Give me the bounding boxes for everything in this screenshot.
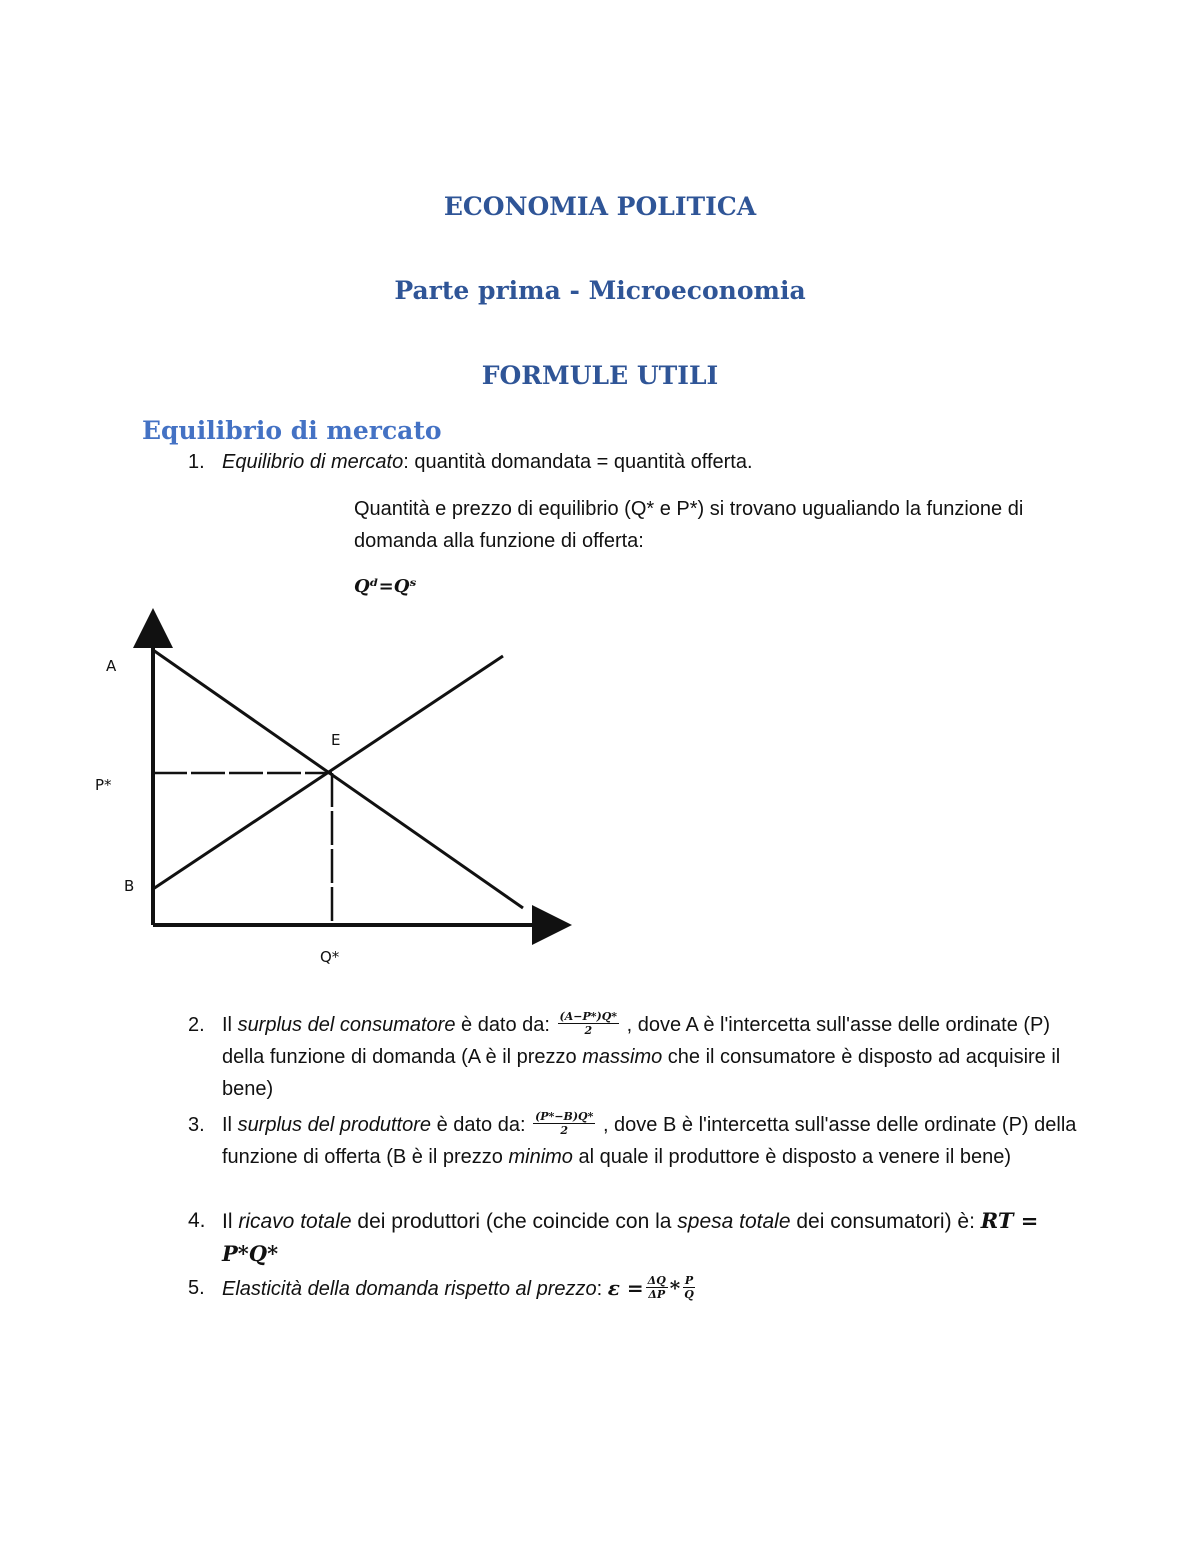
- list-number: 4.: [188, 1209, 206, 1232]
- fraction-numerator: ΔQ: [647, 1274, 666, 1288]
- item-text: dei consumatori) è:: [790, 1210, 981, 1233]
- term: Elasticità della domanda rispetto al prezzo: [222, 1278, 597, 1300]
- formule-heading: FORMULE UTILI: [481, 361, 719, 390]
- list-number: 3.: [188, 1114, 205, 1136]
- equilibrium-formula: Qᵈ=Qˢ: [354, 576, 417, 597]
- term: surplus del consumatore: [237, 1014, 456, 1036]
- item-text: Il: [222, 1114, 238, 1136]
- item-text: : quantità domandata = quantità offerta.: [403, 451, 753, 473]
- label-a: A: [106, 657, 117, 675]
- list-item-4: [188, 1205, 1082, 1271]
- term: Equilibrio di mercato: [222, 451, 404, 473]
- fraction-numerator: P: [684, 1274, 694, 1288]
- item-text: , dove B è l'intercetta sull'asse delle ordinate (P) della funzione di offerta (B è il prezzo: [222, 1114, 1077, 1168]
- consumer-surplus-fraction: [558, 1010, 620, 1037]
- label-p-star: P*: [95, 776, 112, 794]
- item-text: Il: [222, 1210, 239, 1233]
- list-item-2: [188, 1009, 1082, 1105]
- price-quantity-fraction: [682, 1274, 696, 1301]
- item-text: che il consumatore è disposto ad acquisire il bene): [222, 1046, 1061, 1100]
- label-b: B: [124, 877, 135, 895]
- label-e: E: [331, 731, 341, 749]
- item-text: è dato da:: [455, 1014, 556, 1036]
- fraction-denominator: 2: [560, 1124, 569, 1138]
- term: ricavo totale: [238, 1210, 352, 1233]
- term: spesa totale: [677, 1210, 791, 1233]
- list-item-1: [188, 446, 753, 478]
- item-text: è dato da:: [431, 1114, 532, 1136]
- demand-curve: [153, 650, 523, 908]
- section-heading: Equilibrio di mercato: [142, 416, 442, 445]
- fraction-denominator: ΔP: [648, 1288, 666, 1302]
- label-q-star: Q*: [320, 948, 340, 966]
- term: minimo: [508, 1146, 573, 1168]
- supply-demand-graph: [0, 600, 600, 980]
- document-title: ECONOMIA POLITICA: [443, 192, 757, 221]
- item-text: al quale il produttore è disposto a venere il bene): [572, 1146, 1011, 1168]
- list-item-5: [188, 1272, 1082, 1305]
- list-number: 1.: [188, 451, 205, 473]
- term: surplus del produttore: [237, 1114, 432, 1136]
- item-text: Il: [222, 1014, 238, 1036]
- equilibrium-text: Quantità e prezzo di equilibrio (Q* e P*) si trovano ugualiando la funzione di domanda alla funzione di offerta:: [354, 498, 1024, 552]
- producer-surplus-fraction: [533, 1110, 595, 1137]
- item-text: dei produttori (che coincide con la: [351, 1210, 678, 1233]
- delta-fraction: [646, 1274, 668, 1301]
- total-revenue-formula: RT = P*Q*: [222, 1208, 1039, 1266]
- item-text: , dove A è l'intercetta sull'asse delle ordinate (P) della funzione di domanda (A è il prezzo: [222, 1014, 1051, 1068]
- list-item-3: [188, 1109, 1082, 1173]
- list-number: 5.: [188, 1277, 205, 1299]
- fraction-denominator: Q: [684, 1288, 694, 1302]
- list-number: 2.: [188, 1014, 205, 1036]
- term: massimo: [582, 1046, 663, 1068]
- elasticity-symbol: ε =: [607, 1276, 644, 1300]
- item-text: :: [596, 1278, 608, 1300]
- fraction-numerator: (A−P*)Q*: [559, 1010, 618, 1024]
- multiply-sign: *: [669, 1276, 681, 1300]
- fraction-denominator: 2: [584, 1024, 593, 1038]
- fraction-numerator: (P*−B)Q*: [535, 1110, 594, 1124]
- document-subtitle: Parte prima - Microeconomia: [394, 276, 806, 305]
